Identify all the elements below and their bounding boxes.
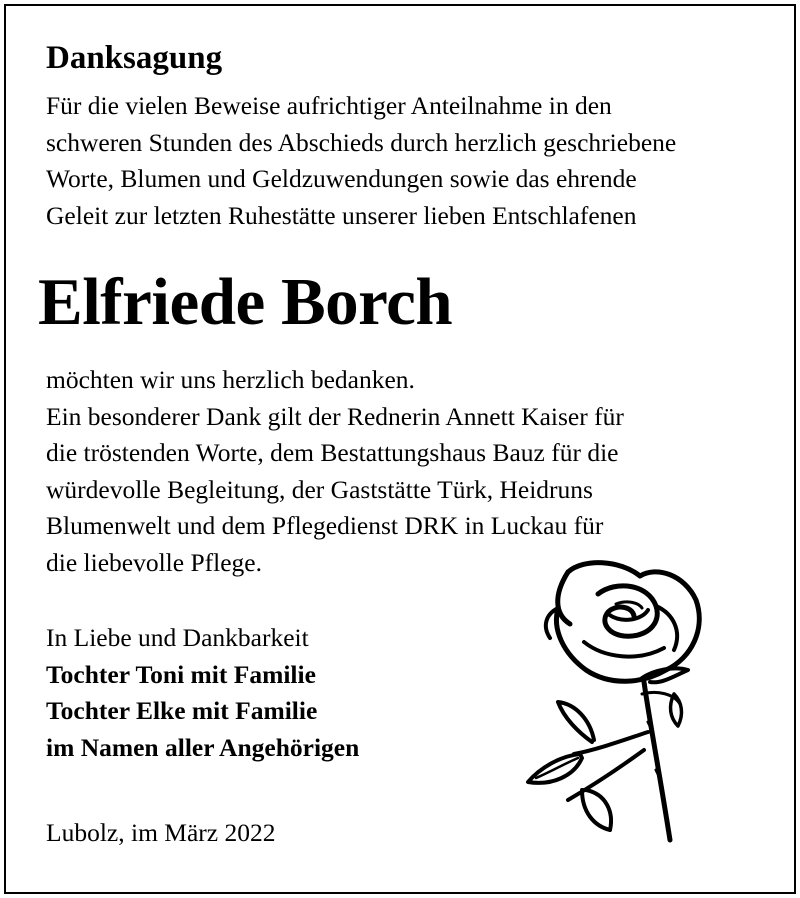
intro-line: schweren Stunden des Abschieds durch herzlich geschriebene bbox=[46, 127, 677, 157]
thanks-paragraph bbox=[46, 362, 624, 581]
thanks-line: die liebevolle Pflege. bbox=[46, 547, 262, 577]
thanks-line: würdevolle Begleitung, der Gaststätte Türk, Heidruns bbox=[46, 474, 593, 504]
signer-line: Tochter Elke mit Familie bbox=[46, 696, 318, 725]
thanks-line: Ein besonderer Dank gilt der Rednerin Annett Kaiser für bbox=[46, 401, 624, 431]
intro-line: Für die vielen Beweise aufrichtiger Anteilnahme in den bbox=[46, 91, 612, 120]
deceased-name: Elfriede Borch bbox=[38, 265, 453, 339]
signature-block bbox=[46, 620, 359, 766]
thanks-line: die tröstenden Worte, dem Bestattungshaus Bauz für die bbox=[46, 438, 619, 467]
closing-line: In Liebe und Dankbarkeit bbox=[46, 623, 309, 652]
place-date: Lubolz, im März 2022 bbox=[46, 818, 276, 847]
thanks-line: Blumenwelt und dem Pflegedienst DRK in Luckau für bbox=[46, 511, 604, 540]
notice-frame bbox=[4, 4, 796, 894]
intro-paragraph bbox=[46, 88, 676, 234]
signer-line: Tochter Toni mit Familie bbox=[46, 659, 316, 689]
signer-line: im Namen aller Angehörigen bbox=[46, 732, 360, 762]
intro-line: Worte, Blumen und Geldzuwendungen sowie das ehrende bbox=[46, 164, 637, 193]
notice-heading: Danksagung bbox=[46, 40, 223, 76]
rose-icon bbox=[524, 554, 720, 844]
thanks-line: möchten wir uns herzlich bedanken. bbox=[46, 365, 415, 394]
intro-line: Geleit zur letzten Ruhestätte unserer lieben Entschlafenen bbox=[46, 200, 637, 230]
